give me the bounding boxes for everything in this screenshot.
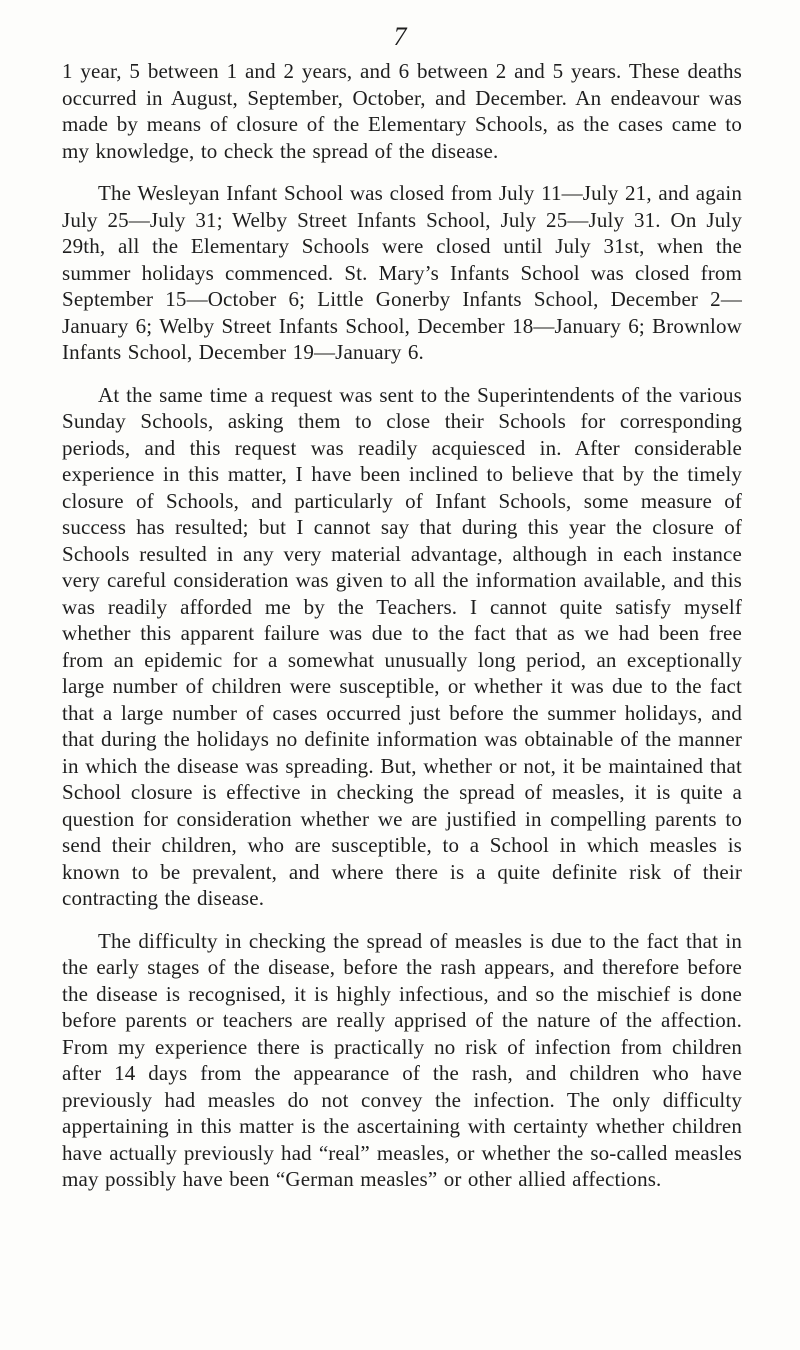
paragraph-death-statistics: 1 year, 5 between 1 and 2 years, and 6 between 2 and 5 years. These deaths occurred in August, September, October, and December. An endeavour was made by means of closure of the Elementary Schools, as the cases came to my knowledge, to check the spread of the disease. [62,59,742,163]
page-number: 7 [393,22,407,51]
paragraph-school-closures: The Wesleyan Infant School was closed from July 11—July 21, and again July 25—July 31; Welby Street Infants School, July 25—July 31. On July 29th, all the Elementary Schools were closed until July 31st, when the summer holidays commenced. St. Mary’s Infants School was closed from September 15—October 6; Little Gonerby Infants School, December 2—January 6; Welby Street Infants School, December 18—January 6; Brownlow Infants School, December 19—January 6. [62,181,742,364]
paragraph-checking-difficulty: The difficulty in checking the spread of measles is due to the fact that in the early stages of the disease, before the rash appears, and therefore before the disease is recognised, it is highly infectious, and so the mischief is done before parents or teachers are really apprised of the nature of the affection. From my experience there is practically no risk of infection from children after 14 days from the appearance of the rash, and children who have previously had measles do not convey the infection. The only difficulty appertaining in this matter is the ascertaining with certainty whether children have actually previously had “real” measles, or whether the so-called measles may possibly have been “German measles” or other allied affections. [62,928,742,1191]
body-text [62,58,742,1193]
paragraph-sunday-schools: At the same time a request was sent to the Superintendents of the various Sunday Schools, asking them to close their Schools for corresponding periods, and this request was readily acquiesced in. After considerable experience in this matter, I have been inclined to believe that by the timely closure of Schools, and particularly of Infant Schools, some measure of success has resulted; but I cannot say that during this year the closure of Schools resulted in any very material advantage, although in each instance very careful consideration was given to all the information available, and this was readily afforded me by the Teachers. I cannot quite satisfy myself whether this apparent failure was due to the fact that as we had been free from an epidemic for a somewhat unusually long period, an exceptionally large number of children were susceptible, or whether it was due to the fact that a large number of cases occurred just before the summer holidays, and that during the holidays no definite information was obtainable of the manner in which the disease was spreading. But, whether or not, it be maintained that School closure is effective in checking the spread of measles, it is quite a question for consideration whether we are justified in compelling parents to send their children, who are susceptible, to a School in which measles is known to be prevalent, and where there is a quite definite risk of their contracting the disease. [62,382,742,910]
